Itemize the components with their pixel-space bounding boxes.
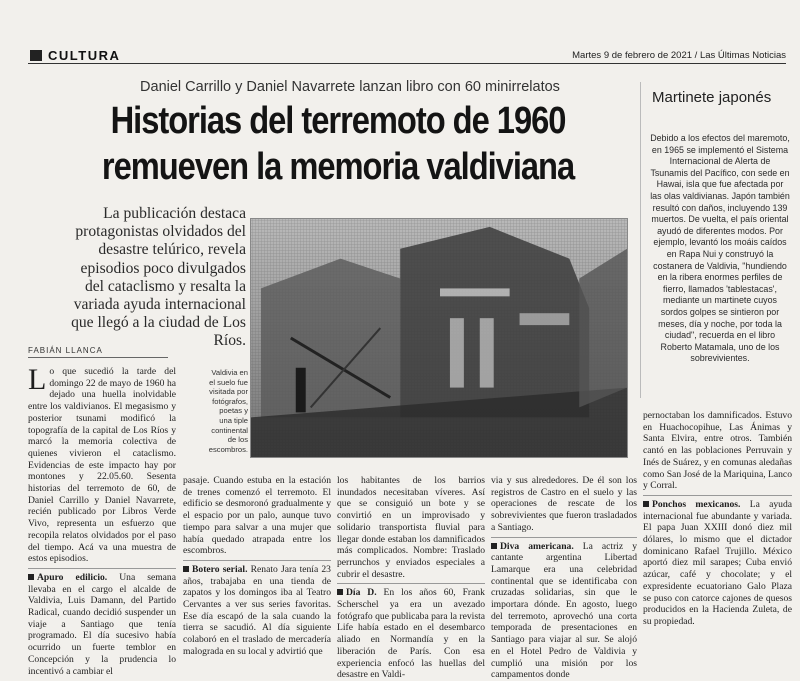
dateline: Martes 9 de febrero de 2021 / Las Últimas Noticias [572,50,786,61]
deck: La publicación destaca protagonistas olvidados del desastre telúrico, revela episodios poco divulgados del cataclismo y resalta la variada ayuda internacional que llegó a la ciudad de Los Ríos. [71,205,246,350]
bullet-square-icon [643,501,649,507]
article-column-1 [28,363,176,677]
section-label: CULTURA [48,48,121,63]
sidebar-rule [640,82,641,398]
paragraph-apuro-edilicio: Apuro edilicio. Una semana llevaba en el cargo el alcalde de Valdivia, Luis Damann, del Partido Radical, cuando decidió suspender un viaje a Santiago que tenía programado. El día sucesivo había ocurrido un fuerte temblor en Concepción y la prudencia lo incentivó a cambiar el [28,571,176,677]
paragraph-diva-americana: Diva americana. La actriz y cantante argentina Libertad Lamarque era una celebridad continental que se identificaba con cruzadas solidarias, sin que le importara dónde. En agosto, luego del terremoto, aprovechó una corta temporada de presentaciones en Santiago para viajar al sur. Se alojó en el Hotel Pedro de Valdivia y cumplió una misión por los campamentos donde [491,540,637,681]
column-divider [28,568,176,569]
column-divider [337,583,485,584]
sidebar-body: Debido a los efectos del maremoto, en 1965 se implementó el Sistema Internacional de Alerta de Tsunamis del Pacífico, con sede en Hawai, isla que fue afectada por las olas valdivianas. Japón también resultó con daños, incluyendo 139 muertos. De vuelta, el país oriental ayudó de diferentes modos. Por ejemplo, levantó los moáis caídos en Rapa Nui y construyó la costanera de Valdivia, "hundiendo en la ribera enormes perfiles de fierro, llamados 'tablestacas', mediante un martinete cuyos sordos golpes se sintieron por meses, día y noche, por toda la ciudad", recuerda en el libro Roberto Matamala, uno de los sobrevivientes. [650,133,790,364]
column-divider [183,560,331,561]
sidebar-title: Martinete japonés [652,89,772,106]
article-column-3 [337,475,485,681]
drop-cap: L [28,363,47,396]
bullet-square-icon [491,543,497,549]
paragraph-continuation: pernoctaban los damnificados. Estuvo en Huachocopihue, Las Ánimas y Santa Elvira, entre otros. También cantó en las poblaciones Perruvain y Inés de Suárez, y en comunas aledañas como San José de la Mariquina, Lanco y Corral. [643,410,792,492]
kicker: Daniel Carrillo y Daniel Navarrete lanzan libro con 60 minirrelatos [140,79,560,95]
bullet-square-icon [183,566,189,572]
intro-paragraph: Lo que sucedió la tarde del domingo 22 de mayo de 1960 ha dejado una huella inolvidable entre los valdivianos. El megasismo y posterior tsunami modificó la topografía de la capital de Los Ríos y marcó la memoria colectiva de quienes vivieron el cataclismo. Evidencias de este impacto hay por montones y 22.05.60. Sesenta historias del terremoto de 60, de Daniel Carrillo y Daniel Navarrete, recién publicado por Libros Verde Vivo, representa un esfuerzo que recopila relatos olvidados por el paso del tiempo. Acá va una muestra de estos episodios. [28,363,176,565]
byline: FABIÁN LLANCA [28,346,103,355]
header-rule [28,63,786,64]
column-divider [491,537,637,538]
bullet-square-icon [337,589,343,595]
section-icon [30,50,42,61]
article-column-5 [643,410,792,674]
headline [97,98,579,190]
article-column-4 [491,475,637,681]
column-divider [643,495,792,496]
headline-line-1: Historias del terremoto de 1960 [110,100,566,142]
paragraph-botero-serial: Botero serial. Renato Jara tenía 23 años, trabajaba en una tienda de zapatos y los domingos iba al Teatro Cervantes a ver sus series favoritas. Ese día escapó de la sala cuando la tierra se sacudió. Al día siguiente colaboró en el traslado de mercadería malograda en su local y advirtió que [183,563,331,657]
photo-caption: Valdivia en el suelo fue visitada por fotógrafos, poetas y una tiple continental de los escombros. [208,368,248,454]
paragraph-ponchos-mexicanos: Ponchos mexicanos. La ayuda internacional fue abundante y variada. El papa Juan XXIII donó diez mil dólares, lo mismo que el dictador dominicano Rafael Trujillo. México aportó diez mil sarapes; Cuba envió azúcar, café y chocolate; y el expresidente ecuatoriano Galo Plaza se puso con catorce cajones de quesos producidos en la Hacienda Zuleta, de su propiedad. [643,498,792,627]
headline-line-2: remueven la memoria valdiviana [101,146,575,188]
paragraph-continuation: via y sus alrededores. De él son los registros de Castro en el suelo y las operaciones de rescate de los sobrevivientes que fueron trasladados a Santiago. [491,475,637,533]
byline-rule [28,357,168,358]
paragraph-dia-d: Día D. En los años 60, Frank Scherschel ya era un avezado fotógrafo que publicaba para la revista Life había estado en el desembarco aliado en Normandía y en la liberación de París. Con esa experiencia enfocó las huellas del desastre en Valdi- [337,587,485,681]
paragraph-continuation: los habitantes de los barrios inundados necesitaban víveres. Así que se consiguió un bote y se convirtió en un improvisado y solidario transportista fluvial para llegar donde estaban los damnificados más complicados. Nombre: Traslado perrunchos y enviados especiales a cubrir el desastre. [337,475,485,580]
collapsed-house-illustration [251,219,627,457]
paragraph-continuation: pasaje. Cuando estuba en la estación de trenes comenzó el terremoto. El edificio se desmoronó gradualmente y el espacio por un palo, aunque tuvo tiempo para salvar a una mujer que había quedado atrapada entre los escombros. [183,475,331,557]
earthquake-photo [250,218,628,458]
article-column-2 [183,475,331,674]
bullet-square-icon [28,574,34,580]
